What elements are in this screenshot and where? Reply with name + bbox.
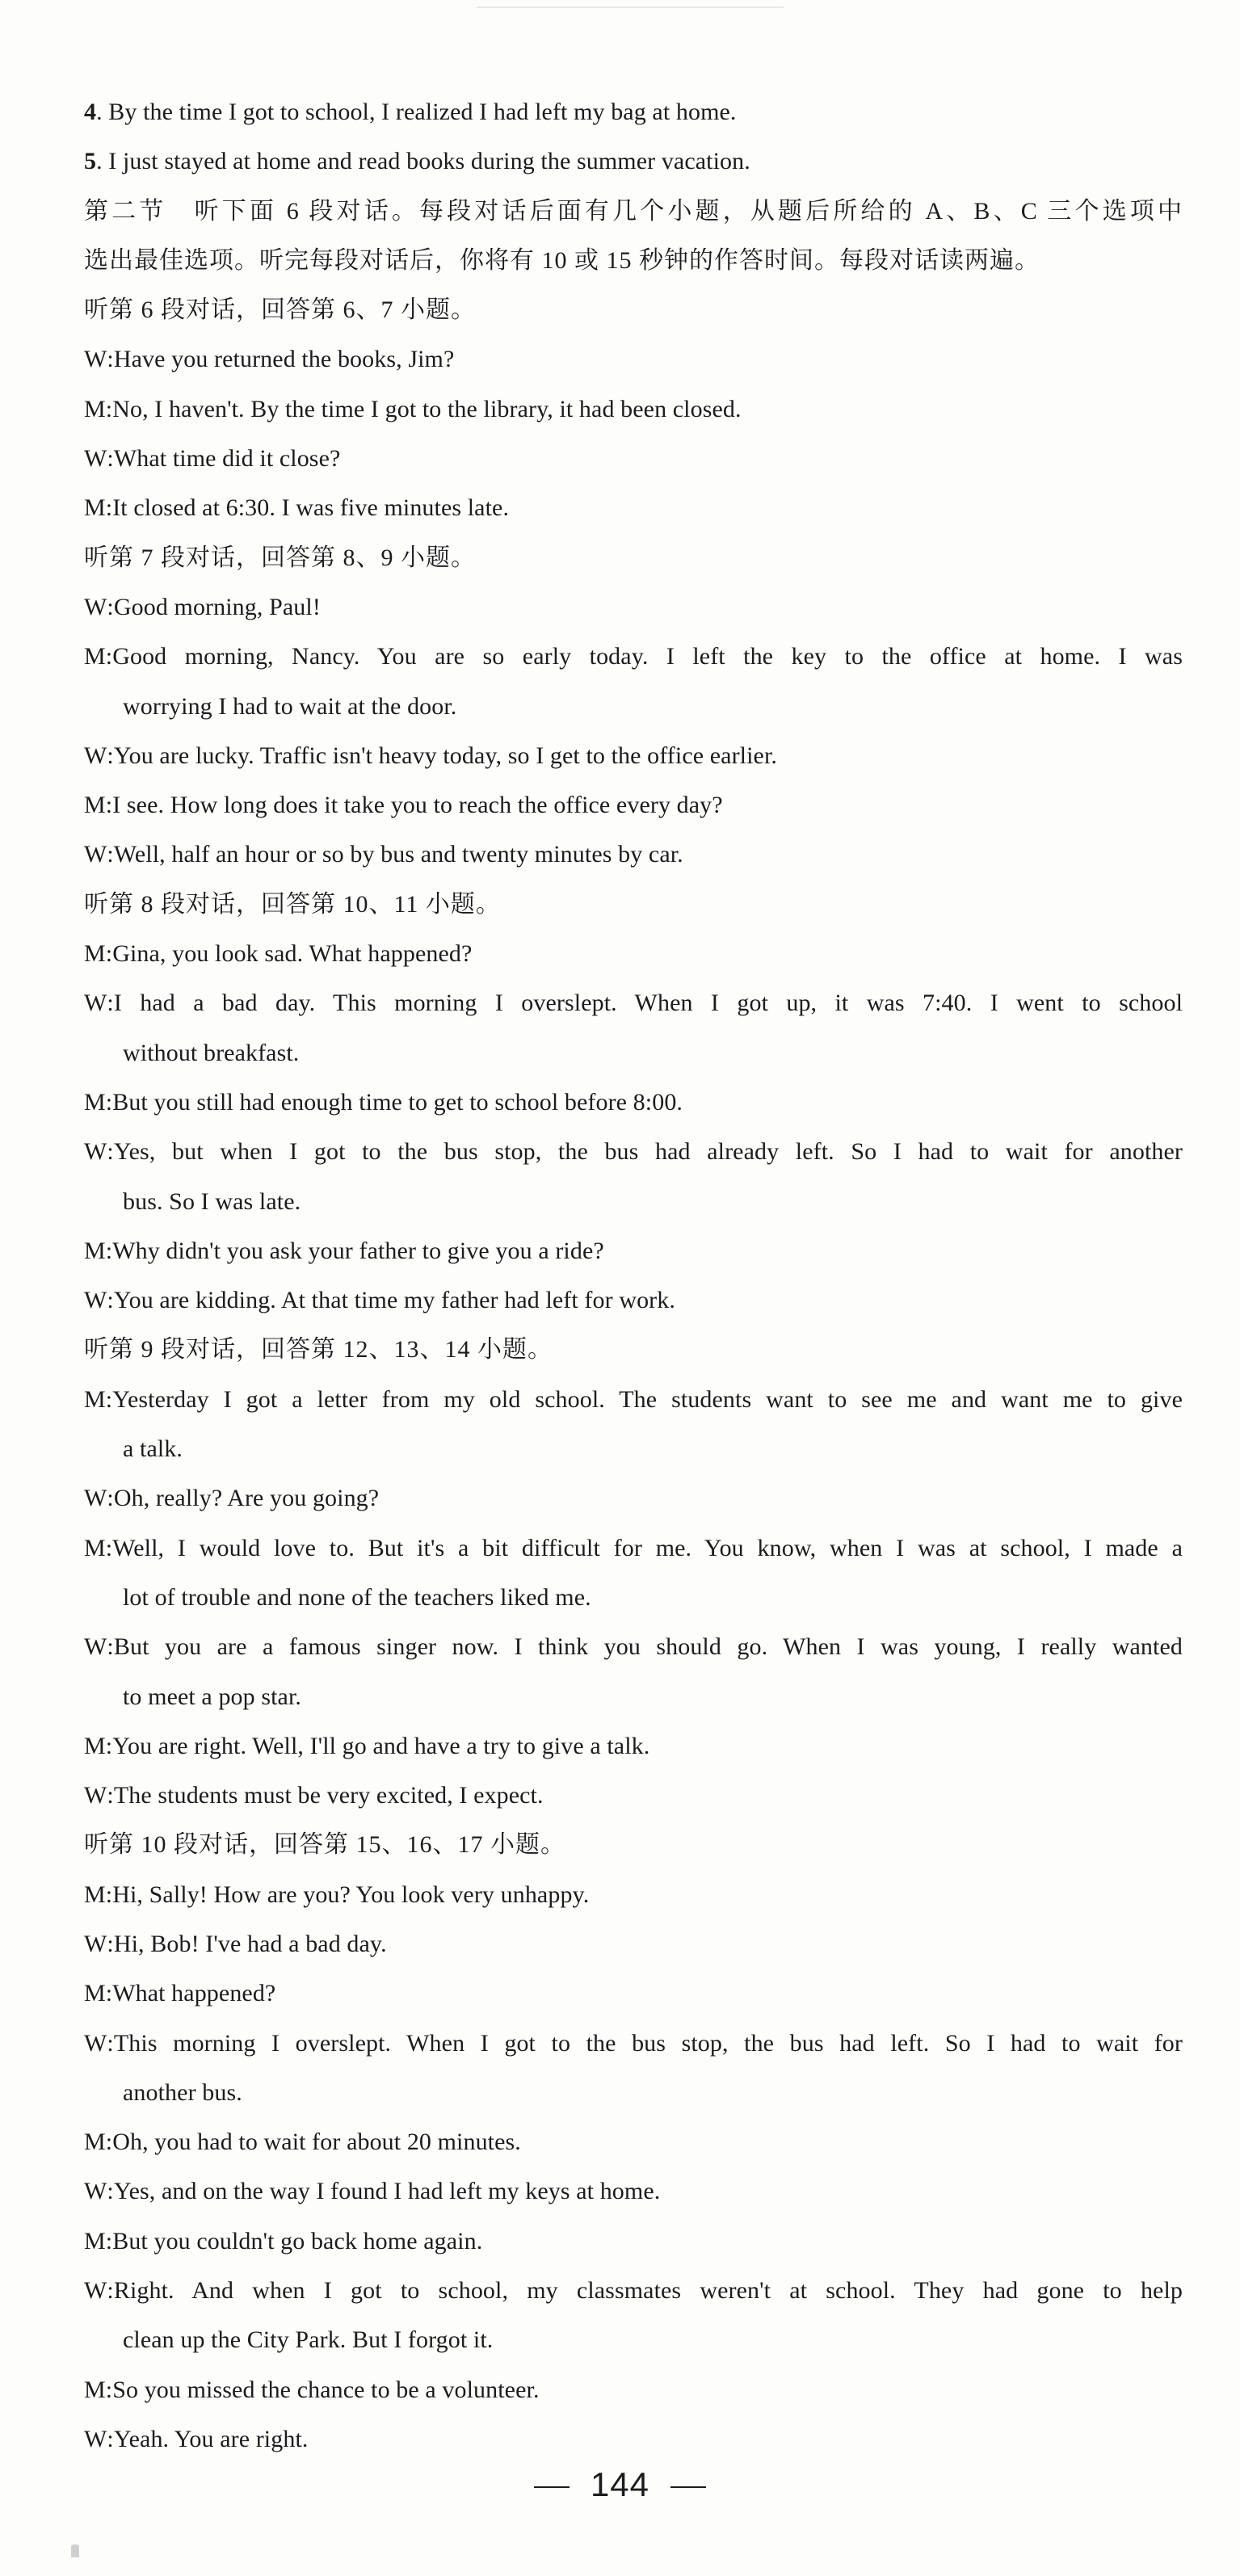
dialogue-line bbox=[84, 1078, 1183, 1127]
speaker-colon: : bbox=[107, 1485, 114, 1512]
speaker-label: M bbox=[84, 2376, 106, 2403]
dialogue-text: Good morning, Nancy. You are so early today. I left the key to the office at home. I was bbox=[112, 643, 1183, 670]
dialogue-line bbox=[84, 830, 1183, 879]
dialogue-line bbox=[84, 1275, 1183, 1325]
speaker-colon: : bbox=[107, 1633, 114, 1661]
dialogue-line bbox=[84, 1771, 1183, 1820]
speaker-colon: : bbox=[107, 1930, 114, 1957]
dialogue-line bbox=[84, 334, 1183, 384]
speaker-label: M bbox=[84, 395, 106, 422]
speaker-colon: : bbox=[105, 2128, 113, 2156]
dialogue-text: Yes, and on the way I found I had left my keys at home. bbox=[113, 2178, 661, 2205]
dialogue-line bbox=[84, 2117, 1183, 2166]
speaker-label: W bbox=[84, 1138, 107, 1166]
dialogue-text: Hi, Bob! I've had a bad day. bbox=[113, 1930, 387, 1957]
dialogue-line bbox=[84, 1127, 1183, 1176]
speaker-label: M bbox=[84, 1732, 106, 1759]
speaker-label: M bbox=[84, 2227, 106, 2255]
speaker-colon: : bbox=[107, 1287, 114, 1314]
dialogue-line bbox=[84, 385, 1183, 434]
dialogue-line bbox=[84, 978, 1183, 1027]
footer-dash-left bbox=[534, 2486, 570, 2488]
speaker-colon: : bbox=[105, 1385, 113, 1413]
question-text: . I just stayed at home and read books during the summer vacation. bbox=[96, 148, 750, 175]
dialogue-text: Oh, really? Are you going? bbox=[113, 1485, 380, 1512]
dialogue-text: Have you returned the books, Jim? bbox=[113, 346, 455, 373]
speaker-colon: : bbox=[107, 990, 114, 1017]
speaker-colon: : bbox=[107, 841, 114, 868]
speaker-colon: : bbox=[107, 445, 114, 473]
dialogue-text: You are kidding. At that time my father had left for work. bbox=[113, 1287, 675, 1314]
speaker-colon: : bbox=[105, 395, 113, 422]
dialogue-line bbox=[84, 2166, 1183, 2216]
section-instruction: 听第 10 段对话，回答第 15、16、17 小题。 bbox=[84, 1831, 565, 1859]
dialogue-text: It closed at 6:30. I was five minutes late. bbox=[112, 494, 510, 522]
dialogue-continuation: bus. So I was late. bbox=[123, 1187, 301, 1215]
speaker-colon: : bbox=[105, 1534, 113, 1561]
speaker-label: M bbox=[84, 1980, 106, 2007]
dialogue-line bbox=[84, 1969, 1183, 2018]
speaker-colon: : bbox=[107, 2029, 114, 2057]
dialogue-text: Gina, you look sad. What happened? bbox=[112, 940, 473, 968]
dialogue-continuation: lot of trouble and none of the teachers liked me. bbox=[123, 1583, 591, 1611]
dialogue-line bbox=[84, 1473, 1183, 1523]
question-text: . By the time I got to school, I realized I had left my bag at home. bbox=[96, 99, 737, 125]
scan-corner-mark bbox=[71, 2544, 79, 2557]
dialogue-text: The students must be very excited, I expect. bbox=[113, 1782, 544, 1809]
speaker-colon: : bbox=[105, 1732, 113, 1759]
speaker-label: M bbox=[84, 1237, 106, 1264]
dialogue-text: What happened? bbox=[112, 1980, 276, 2007]
speaker-colon: : bbox=[105, 494, 113, 522]
speaker-colon: : bbox=[105, 1881, 113, 1908]
dialogue-line bbox=[84, 1622, 1183, 1671]
page-number: 144 bbox=[590, 2465, 650, 2503]
speaker-label: M bbox=[84, 2128, 106, 2156]
speaker-label: W bbox=[84, 1633, 107, 1661]
transcript-body bbox=[84, 87, 1183, 2464]
speaker-colon: : bbox=[107, 742, 114, 769]
dialogue-text: This morning I overslept. When I got to the bus stop, the bus had left. So I had to wait for bbox=[113, 2029, 1183, 2057]
speaker-colon: : bbox=[107, 2277, 114, 2305]
speaker-label: W bbox=[84, 2277, 107, 2305]
speaker-colon: : bbox=[105, 643, 113, 670]
dialogue-continuation: to meet a pop star. bbox=[123, 1683, 302, 1710]
dialogue-continuation: another bus. bbox=[123, 2078, 242, 2106]
section-instruction: 选出最佳选项。听完每段对话后，你将有 10 或 15 秒钟的作答时间。每段对话读两遍。 bbox=[84, 246, 1040, 274]
dialogue-line bbox=[84, 1375, 1183, 1424]
speaker-label: W bbox=[84, 593, 107, 620]
speaker-colon: : bbox=[107, 2178, 114, 2205]
question-sentence bbox=[84, 87, 1183, 137]
dialogue-line bbox=[84, 582, 1183, 632]
speaker-label: M bbox=[84, 1534, 106, 1561]
speaker-label: W bbox=[84, 445, 107, 473]
dialogue-text: I see. How long does it take you to reach the office every day? bbox=[112, 792, 723, 819]
dialogue-text: Yes, but when I got to the bus stop, the bus had already left. So I had to wait for another bbox=[113, 1138, 1183, 1166]
dialogue-line bbox=[84, 929, 1183, 978]
dialogue-text: No, I haven't. By the time I got to the library, it had been closed. bbox=[112, 395, 742, 422]
speaker-label: W bbox=[84, 346, 107, 373]
dialogue-text: Good morning, Paul! bbox=[113, 593, 321, 620]
dialogue-line bbox=[84, 1919, 1183, 1969]
dialogue-line bbox=[84, 2019, 1183, 2068]
dialogue-text: What time did it close? bbox=[113, 445, 341, 473]
speaker-label: W bbox=[84, 1287, 107, 1314]
speaker-label: W bbox=[84, 1782, 107, 1809]
dialogue-text: So you missed the chance to be a volunteer. bbox=[112, 2376, 540, 2403]
speaker-label: M bbox=[84, 1385, 106, 1413]
speaker-colon: : bbox=[105, 2376, 113, 2403]
section-instruction: 听第 9 段对话，回答第 12、13、14 小题。 bbox=[84, 1336, 553, 1364]
question-number: 5 bbox=[84, 148, 97, 175]
dialogue-text: Oh, you had to wait for about 20 minutes. bbox=[112, 2128, 521, 2156]
speaker-colon: : bbox=[107, 1138, 114, 1166]
dialogue-continuation: clean up the City Park. But I forgot it. bbox=[123, 2326, 494, 2354]
question-sentence bbox=[84, 137, 1183, 186]
dialogue-line bbox=[84, 632, 1183, 681]
speaker-label: W bbox=[84, 1485, 107, 1512]
dialogue-line bbox=[84, 2217, 1183, 2266]
speaker-colon: : bbox=[107, 2425, 114, 2452]
speaker-colon: : bbox=[105, 1237, 113, 1264]
speaker-label: W bbox=[84, 841, 107, 868]
speaker-label: W bbox=[84, 742, 107, 769]
speaker-colon: : bbox=[107, 1782, 114, 1809]
footer-dash-right bbox=[670, 2486, 706, 2488]
speaker-label: M bbox=[84, 1881, 106, 1908]
dialogue-continuation: worrying I had to wait at the door. bbox=[123, 692, 457, 720]
speaker-colon: : bbox=[105, 792, 113, 819]
dialogue-line bbox=[84, 731, 1183, 780]
dialogue-text: You are lucky. Traffic isn't heavy today, so I get to the office earlier. bbox=[113, 742, 777, 769]
dialogue-text: Right. And when I got to school, my classmates weren't at school. They had gone to help bbox=[113, 2277, 1183, 2305]
dialogue-text: You are right. Well, I'll go and have a try to give a talk. bbox=[112, 1732, 650, 1759]
speaker-colon: : bbox=[105, 1980, 113, 2007]
dialogue-text: Yesterday I got a letter from my old school. The students want to see me and want me to give bbox=[112, 1385, 1183, 1413]
dialogue-text: Hi, Sally! How are you? You look very unhappy. bbox=[112, 1881, 590, 1908]
dialogue-line bbox=[84, 1226, 1183, 1275]
dialogue-line bbox=[84, 434, 1183, 483]
dialogue-text: Why didn't you ask your father to give you a ride? bbox=[112, 1237, 604, 1264]
question-number: 4 bbox=[84, 99, 97, 125]
section-instruction: 听第 6 段对话，回答第 6、7 小题。 bbox=[84, 296, 476, 324]
section-instruction: 听第 7 段对话，回答第 8、9 小题。 bbox=[84, 544, 476, 571]
dialogue-line bbox=[84, 1721, 1183, 1771]
speaker-colon: : bbox=[105, 2227, 113, 2255]
dialogue-line bbox=[84, 2365, 1183, 2414]
dialogue-text: Well, I would love to. But it's a bit difficult for me. You know, when I was at school, I made a bbox=[112, 1534, 1183, 1561]
dialogue-text: But you are a famous singer now. I think you should go. When I was young, I really wanted bbox=[113, 1633, 1183, 1661]
dialogue-line bbox=[84, 483, 1183, 532]
dialogue-text: But you couldn't go back home again. bbox=[112, 2227, 483, 2255]
speaker-label: M bbox=[84, 940, 106, 968]
speaker-colon: : bbox=[105, 940, 113, 968]
dialogue-continuation: a talk. bbox=[123, 1435, 183, 1463]
speaker-label: W bbox=[84, 2029, 107, 2057]
dialogue-text: I had a bad day. This morning I overslept. When I got up, it was 7:40. I went to school bbox=[113, 990, 1183, 1017]
dialogue-line bbox=[84, 2266, 1183, 2315]
dialogue-line bbox=[84, 2414, 1183, 2464]
page-footer bbox=[0, 2465, 1240, 2504]
dialogue-text: Yeah. You are right. bbox=[113, 2425, 309, 2452]
speaker-label: M bbox=[84, 792, 106, 819]
dialogue-line bbox=[84, 1870, 1183, 1919]
section-instruction: 第二节 听下面 6 段对话。每段对话后面有几个小题，从题后所给的 A、B、C 三个选项中 bbox=[84, 197, 1183, 225]
top-scan-mark bbox=[477, 6, 784, 8]
speaker-label: M bbox=[84, 494, 106, 522]
dialogue-continuation: without breakfast. bbox=[123, 1039, 300, 1066]
speaker-label: W bbox=[84, 2425, 107, 2452]
section-instruction: 听第 8 段对话，回答第 10、11 小题。 bbox=[84, 890, 501, 918]
speaker-label: W bbox=[84, 2178, 107, 2205]
dialogue-line bbox=[84, 780, 1183, 830]
speaker-label: M bbox=[84, 643, 106, 670]
speaker-colon: : bbox=[107, 346, 114, 373]
speaker-label: W bbox=[84, 1930, 107, 1957]
speaker-label: M bbox=[84, 1088, 106, 1116]
speaker-colon: : bbox=[107, 593, 114, 620]
dialogue-text: But you still had enough time to get to school before 8:00. bbox=[112, 1088, 683, 1116]
speaker-label: W bbox=[84, 990, 107, 1017]
dialogue-text: Well, half an hour or so by bus and twenty minutes by car. bbox=[113, 841, 683, 868]
dialogue-line bbox=[84, 1523, 1183, 1573]
speaker-colon: : bbox=[105, 1088, 113, 1116]
